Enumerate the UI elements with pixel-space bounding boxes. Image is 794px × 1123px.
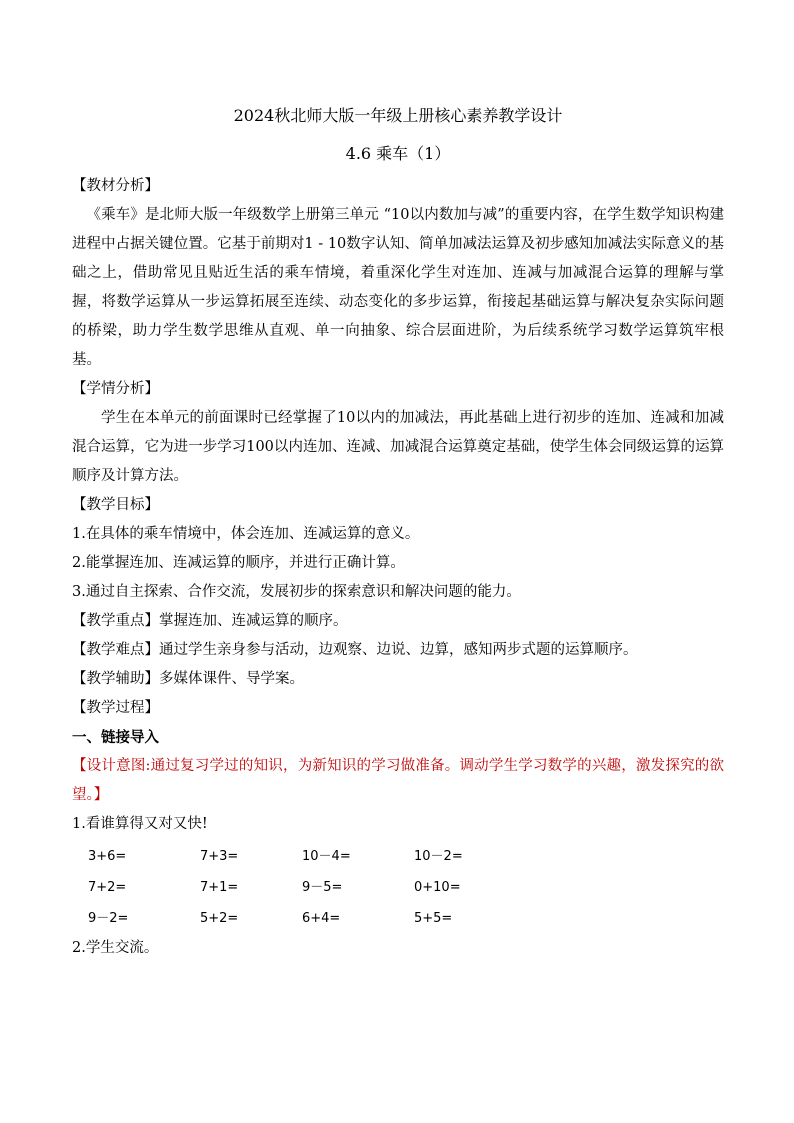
calc-item: 10－4=	[302, 849, 351, 864]
calculation-grid	[72, 841, 724, 934]
calc-item: 0+10=	[414, 880, 461, 895]
calc-item: 7+3=	[200, 849, 239, 864]
student-paragraph: 学生在本单元的前面课时已经掌握了10以内的加减法，再此基础上进行初步的连加、连减和加减混合运算，它为进一步学习100以内连加、连减、加减混合运算奠定基础，使学生体会同级运算的运算顺序及计算方法。	[72, 410, 724, 484]
key-points: 【教学重点】掌握连加、连减运算的顺序。	[72, 613, 348, 629]
calc-item: 7+1=	[200, 880, 239, 895]
calc-item: 5+5=	[414, 911, 453, 926]
calc-item: 7+2=	[88, 880, 127, 895]
goal-item: 3.通过自主探索、合作交流，发展初步的探索意识和解决问题的能力。	[72, 584, 521, 600]
student-heading: 【学情分析】	[72, 381, 159, 397]
goals-heading: 【教学目标】	[72, 497, 159, 513]
document-page	[72, 100, 724, 963]
part1-heading: 一、链接导入	[72, 729, 159, 746]
analysis-heading: 【教材分析】	[72, 178, 159, 194]
step1-text: 1.看谁算得又对又快!	[72, 816, 208, 832]
calc-item: 10－2=	[414, 849, 463, 864]
design-intent: 【设计意图:通过复习学过的知识，为新知识的学习做准备。调动学生学习数学的兴趣，激发探究的欲望。】	[72, 758, 724, 803]
goal-item: 2.能掌握连加、连减运算的顺序，并进行正确计算。	[72, 555, 405, 571]
calc-item: 5+2=	[200, 911, 239, 926]
analysis-paragraph: 《乘车》是北师大版一年级数学上册第三单元 “10以内数加与减”的重要内容，在学生数学知识构建进程中占据关键位置。它基于前期对1 - 10数字认知、简单加减法运算及初步感知加减法实际意义的基础之上，借助常见且贴近生活的乘车情境，着重深化学生对连加、连减与加减混合运算的理解与掌握，将数学运算从一步运算拓展至连续、动态变化的多步运算，衔接起基础运算与解决复杂实际问题的桥梁，助力学生数学思维从直观、单一向抽象、综合层面进阶，为后续系统学习数学运算筑牢根基。	[72, 207, 724, 368]
calc-item: 3+6=	[88, 849, 127, 864]
lesson-title: 4.6 乘车（1）	[345, 144, 451, 163]
calc-item: 9－2=	[88, 911, 129, 926]
document-title: 2024秋北师大版一年级上册核心素养教学设计	[233, 106, 563, 125]
goal-item: 1.在具体的乘车情境中，体会连加、连减运算的意义。	[72, 526, 420, 542]
calc-item: 9－5=	[302, 880, 343, 895]
process-heading: 【教学过程】	[72, 700, 159, 716]
difficulty-points: 【教学难点】通过学生亲身参与活动，边观察、边说、边算，感知两步式题的运算顺序。	[72, 642, 638, 658]
step2-text: 2.学生交流。	[72, 940, 159, 956]
calc-item: 6+4=	[302, 911, 341, 926]
teaching-aids: 【教学辅助】多媒体课件、导学案。	[72, 671, 304, 687]
